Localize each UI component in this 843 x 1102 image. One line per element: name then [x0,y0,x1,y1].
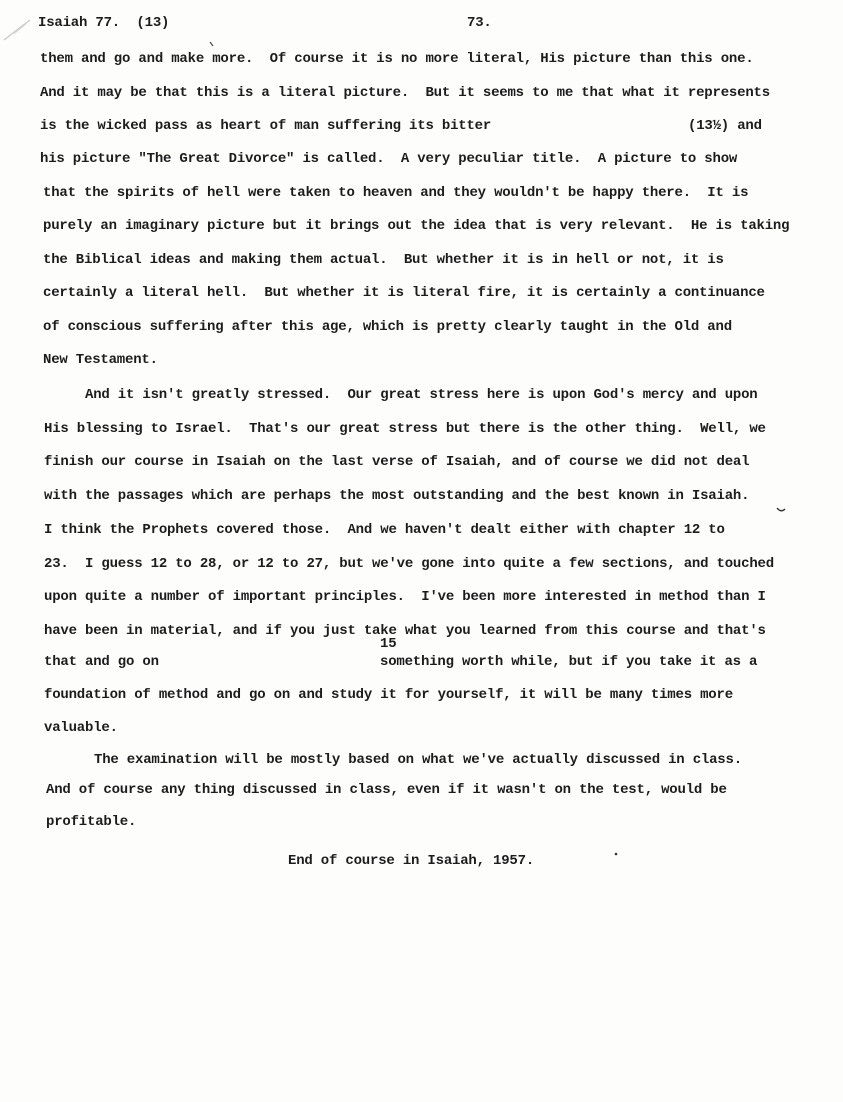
text-line: New Testament. [43,352,158,368]
text-line: finish our course in Isaiah on the last verse of Isaiah, and of course we did not deal [44,454,750,470]
header-title: Isaiah 77. (13) [38,15,170,31]
text-line: valuable. [44,720,118,736]
text-line-tail: (13½) and [688,118,762,134]
text-line: And it isn't greatly stressed. Our great stress here is upon God's mercy and upon [85,387,758,403]
text-line: profitable. [46,814,137,830]
text-line: upon quite a number of important principles. I've been more interested in method than I [44,589,766,605]
text-line-tail: something worth while, but if you take it as a [380,654,758,670]
text-line: His blessing to Israel. That's our great stress but there is the other thing. Well, we [44,421,766,437]
text-line: the Biblical ideas and making them actual. But whether it is in hell or not, it is [43,252,724,268]
text-line: of conscious suffering after this age, which is pretty clearly taught in the Old and [43,319,732,335]
text-line: And it may be that this is a literal picture. But it seems to me that what it represents [40,85,770,101]
closing-line: End of course in Isaiah, 1957. [288,853,535,869]
text-line: that the spirits of hell were taken to heaven and they wouldn't be happy there. It is [43,185,749,201]
text-line: them and go and make more. Of course it is no more literal, His picture than this one. [40,51,754,67]
text-line: purely an imaginary picture but it brings out the idea that is very relevant. He is taking [43,218,790,234]
text-line: 23. I guess 12 to 28, or 12 to 27, but we've gone into quite a few sections, and touched [44,556,774,572]
gap-note: 15 [380,636,397,652]
text-line: And of course any thing discussed in class, even if it wasn't on the test, would be [46,782,727,798]
text-line: that and go on [44,654,159,670]
text-line: is the wicked pass as heart of man suffering its bitter [40,118,492,134]
text-line: certainly a literal hell. But whether it is literal fire, it is certainly a continuance [43,285,765,301]
text-line: The examination will be mostly based on what we've actually discussed in class. [94,752,742,768]
text-line: with the passages which are perhaps the most outstanding and the best known in Isaiah. [44,488,750,504]
text-line: foundation of method and go on and study it for yourself, it will be many times more [44,687,733,703]
text-line: I think the Prophets covered those. And we haven't dealt either with chapter 12 to [44,522,725,538]
text-line: have been in material, and if you just take what you learned from this course and that's [44,623,766,639]
text-line: his picture "The Great Divorce" is called. A very peculiar title. A picture to show [40,151,738,167]
page-number: 73. [467,15,492,31]
